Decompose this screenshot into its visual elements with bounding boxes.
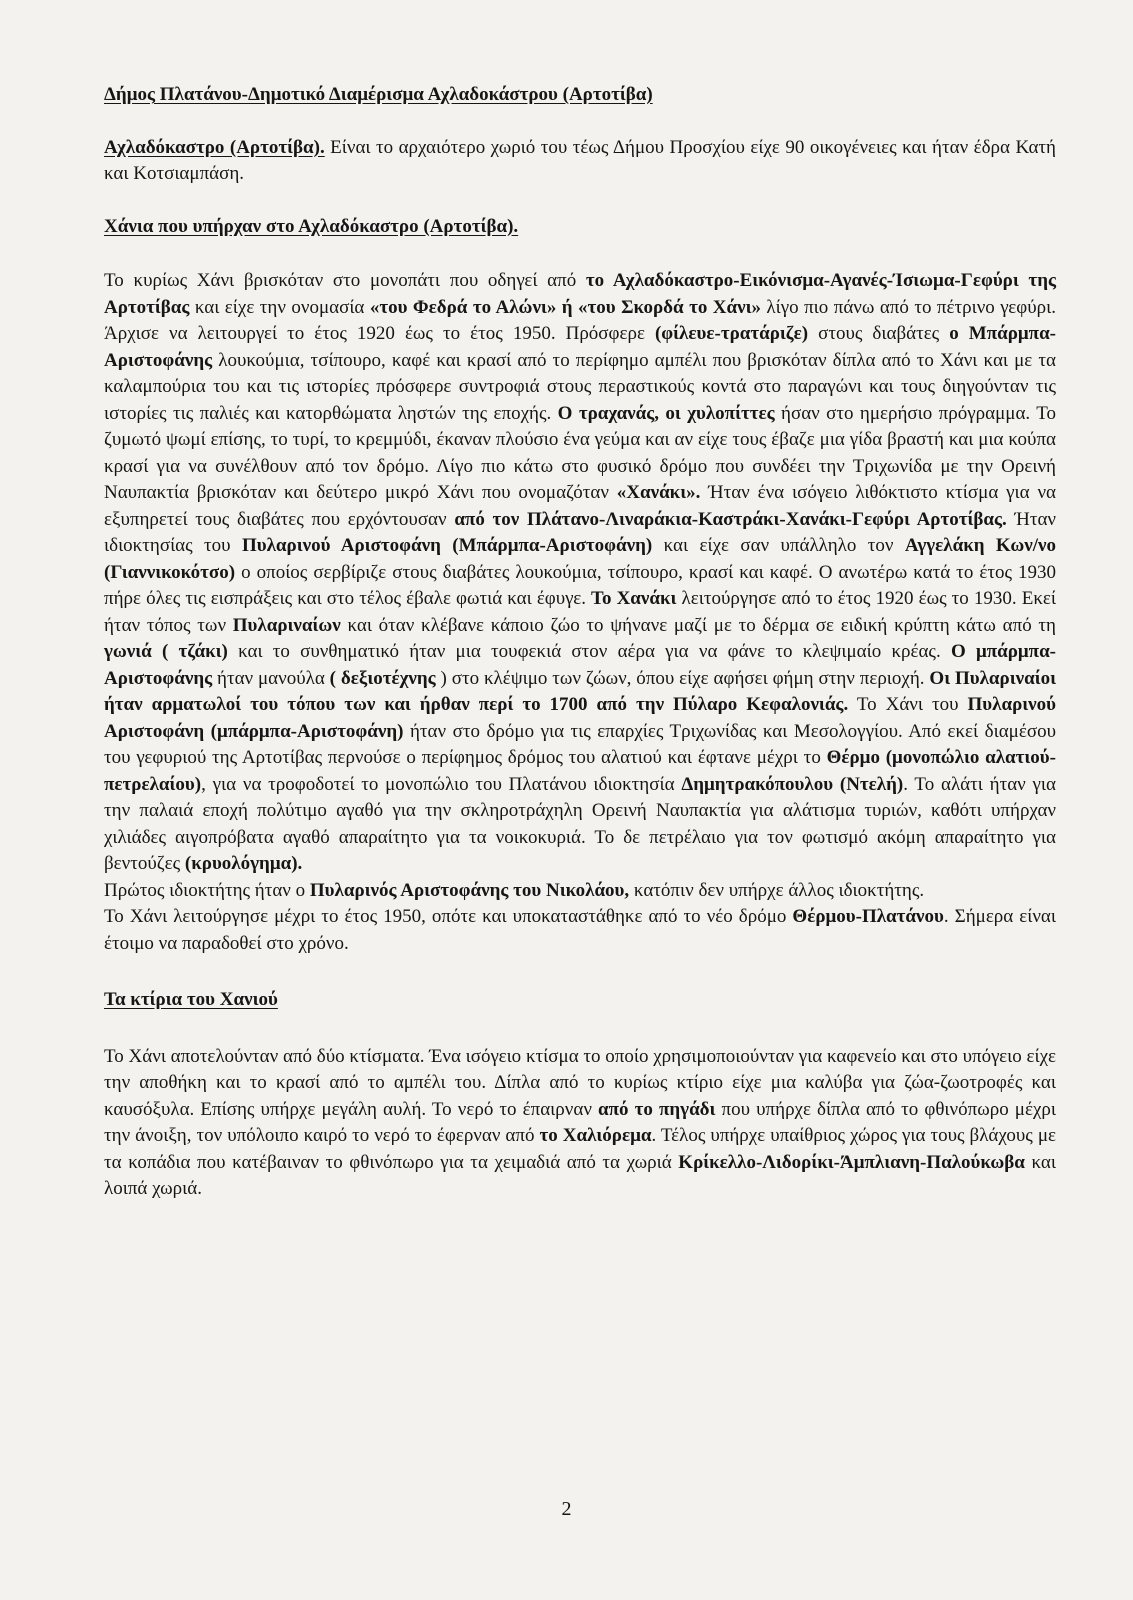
main-paragraph-bold-25: Ο μπάρμπα-Αριστοφάνης xyxy=(104,641,1057,689)
main-paragraph-bold-1: το Αχλαδόκαστρο-Εικόνισμα-Αγανές-Ίσιωμα-Γεφύρι της Αρτοτίβας xyxy=(104,270,1056,318)
main-paragraph-text-12: Ήταν ένα ισόγειο λιθόκτιστο κτίσμα για να εξυπηρετεί τους διαβάτες που ερχόντουσαν xyxy=(104,482,1056,530)
intro-paragraph xyxy=(104,135,1056,188)
main-paragraph-bold-7: ο Μπάρμπα-Αριστοφάνης xyxy=(104,323,1057,371)
buildings-paragraph-text-2: που υπήρχε δίπλα από το φθινόπωρο μέχρι την άνοιξη, τον υπόλοιπο καιρό το νερό το έφερναν από xyxy=(104,1098,1056,1146)
main-paragraph-text-16: και είχε σαν υπάλληλο τον xyxy=(652,535,905,556)
main-paragraph-text-8: λουκούμια, τσίπουρο, καφέ και κρασί από το περίφημο αμπέλι που βρισκόταν δίπλα από το Χάνι και με τα καλαμπούρια του και τις ιστορίες πρόσφερε συντροφιά στους περαστικούς κοντά στο παραγώνι και τους διηγούνταν τις ιστορίες τις παλιές και κατορθώματα ληστών της εποχής. xyxy=(104,349,1056,424)
owner-paragraph-text-2: κατόπιν δεν υπήρχε άλλος ιδιοκτήτης. xyxy=(629,879,925,901)
main-paragraph-bold-11: «Χανάκι». xyxy=(616,482,701,503)
buildings-paragraph xyxy=(104,1044,1056,1203)
main-paragraph-text-36: . Το αλάτι ήταν για την παλαιά εποχή πολύτιμο αγαθό για την σκληροτράχηλη Ορεινή Ναυπακτία για αλάτισμα τυριών, καθότι υπήρχαν χιλιάδες αιγοπρόβατα αγαθό απαραίτητο για τα νοικοκυριά. Το δε πετρέλαιο για τον φωτισμό ακόμη απαραίτητο για βεντούζες xyxy=(104,773,1056,874)
main-paragraph-bold-23: γωνιά ( τζάκι) xyxy=(104,641,228,662)
buildings-heading: Τα κτίρια του Χανιού xyxy=(104,989,278,1010)
buildings-paragraph-bold-3: το Χαλιόρεμα xyxy=(539,1125,652,1146)
owner-paragraph-bold-1: Πυλαρινός Αριστοφάνης του Νικολάου, xyxy=(309,879,630,901)
main-paragraph-bold-29: Οι Πυλαριναίοι ήταν αρματωλοί του τόπου των και ήρθαν περί το 1700 από την Πύλαρο Κεφαλονιάς. xyxy=(104,667,1056,715)
main-paragraph-bold-19: Το Χανάκι xyxy=(591,588,677,609)
buildings-paragraph-text-6: και λοιπά χωριά. xyxy=(104,1151,1056,1199)
main-paragraph-bold-35: Δημητρακόπουλου (Ντελή) xyxy=(681,773,904,795)
main-paragraph-bold-21: Πυλαριναίων xyxy=(232,614,341,636)
main-paragraph-text-18: ο οποίος σερβίριζε στους διαβάτες λουκούμια, τσίπουρο, κρασί και καφέ. Ο ανωτέρω κατά το έτος 1930 πήρε όλες τις εισπράξεις και στο τέλος έβαλε φωτιά και έφυγε. xyxy=(104,561,1056,609)
main-paragraph-bold-3: «του Φεδρά το Αλώνι» ή «του Σκορδά το Χάνι» xyxy=(369,296,761,318)
page-number: 2 xyxy=(561,1498,572,1520)
main-paragraph-bold-31: Πυλαρινού Αριστοφάνη (μπάρμπα-Αριστοφάνη) xyxy=(104,694,1056,742)
buildings-paragraph-text-4: . Τέλος υπήρχε υπαίθριος χώρος για τους βλάχους με τα κοπάδια που κατέβαιναν το φθινόπωρο για τα χειμαδιά από τα χωριά xyxy=(104,1125,1056,1173)
main-paragraph-text-20: λειτούργησε από το έτος 1920 έως το 1930. Εκεί ήταν τόπος των xyxy=(104,588,1056,636)
main-paragraph-text-22: και όταν κλέβανε κάποιο ζώο το ψήνανε μαζί με το δέρμα σε ειδική κρύπτη κάτω από τη xyxy=(340,614,1056,636)
main-paragraph-text-14: Ήταν ιδιοκτησίας του xyxy=(104,508,1056,556)
closing-paragraph-bold-1: Θέρμου-Πλατάνου xyxy=(792,906,944,927)
main-paragraph-text-4: λίγο πιο πάνω από το πέτρινο γεφύρι. Άρχισε να λειτουργεί το έτος 1920 έως το έτος 1950. Πρόσφερε xyxy=(104,296,1056,344)
main-paragraph-bold-17: Αγγελάκη Κων/νο (Γιαννικοκότσο) xyxy=(104,535,1056,583)
closing-paragraph xyxy=(104,904,1056,957)
main-paragraph-bold-27: ( δεξιοτέχνης xyxy=(329,667,436,689)
document-body xyxy=(104,80,1056,1203)
main-paragraph-bold-9: Ο τραχανάς, οι χυλοπίττες xyxy=(557,402,775,424)
main-paragraph-text-34: , για να τροφοδοτεί το μονοπώλιο του Πλατάνου ιδιοκτησία xyxy=(201,773,682,795)
main-paragraph-text-30: Το Χάνι του xyxy=(848,694,968,715)
main-paragraph-text-6: στους διαβάτες xyxy=(808,323,950,344)
intro-text: Είναι το αρχαιότερο χωριό του τέως Δήμου Προσχίου είχε 90 οικογένειες και ήταν έδρα Κατή και Κοτσιαμπάση. xyxy=(104,136,1056,184)
main-paragraph-bold-33: Θέρμο (μονοπώλιο αλατιού-πετρελαίου) xyxy=(104,747,1056,795)
main-paragraph-text-24: και το συνθηματικό ήταν μια τουφεκιά στον αέρα για να φάνε το κλεψιμαίο κρέας. xyxy=(227,641,951,662)
owner-paragraph xyxy=(104,878,1056,905)
main-paragraph-text-10: ήσαν στο ημερήσιο πρόγραμμα. Το ζυμωτό ψωμί επίσης, το τυρί, το κρεμμύδι, έκαναν πλούσιο ένα γεύμα και αν είχε τους έβαζε μια γίδα βραστή και μια κούπα κρασί για να συνέλθουν από τον δρόμο. Λίγο πιο κάτω στο φυσικό δρόμο που συνδέει την Τριχωνίδα με την Ορεινή Ναυπακτία βρισκόταν και δεύτερο μικρό Χάνι που ονομαζόταν xyxy=(104,402,1056,503)
main-paragraph-text-28: ) στο κλέψιμο των ζώων, όπου είχε αφήσει φήμη στην περιοχή. xyxy=(435,667,930,689)
main-paragraph-bold-37: (κρυολόγημα). xyxy=(184,853,303,874)
closing-paragraph-text-0: Το Χάνι λειτούργησε μέχρι το έτος 1950, οπότε και υποκαταστάθηκε από το νέο δρόμο xyxy=(104,906,793,927)
buildings-paragraph-bold-5: Κρίκελλο-Λιδορίκι-Άμπλιανη-Παλούκωβα xyxy=(678,1151,1025,1173)
main-heading: Δήμος Πλατάνου-Δημοτικό Διαμέρισμα Αχλαδοκάστρου (Αρτοτίβα) xyxy=(104,84,653,105)
intro-title: Αχλαδόκαστρο (Αρτοτίβα). xyxy=(104,136,325,158)
main-paragraph-text-26: ήταν μανούλα xyxy=(212,667,330,689)
main-paragraph-bold-5: (φίλευε-τρατάριζε) xyxy=(654,323,809,344)
owner-paragraph-text-0: Πρώτος ιδιοκτήτης ήταν ο xyxy=(104,879,310,901)
closing-paragraph-text-2: . Σήμερα είναι έτοιμο να παραδοθεί στο χρόνο. xyxy=(104,906,1056,954)
main-paragraph-bold-15: Πυλαρινού Αριστοφάνη (Μπάρμπα-Αριστοφάνη) xyxy=(241,535,653,556)
buildings-paragraph-bold-1: από το πηγάδι xyxy=(598,1098,716,1120)
main-paragraph-text-2: και είχε την ονομασία xyxy=(189,296,370,318)
khania-heading: Χάνια που υπήρχαν στο Αχλαδόκαστρο (Αρτοτίβα). xyxy=(104,215,519,237)
main-paragraph-text-32: ήταν στο δρόμο για τις επαρχίες Τριχωνίδας και Μεσολογγίου. Από εκεί διαμέσου του γεφυριού της Αρτοτίβας περνούσε ο περίφημος δρόμος του αλατιού και έφτανε μέχρι το xyxy=(104,720,1056,768)
main-paragraph-text-0: Το κυρίως Χάνι βρισκόταν στο μονοπάτι που οδηγεί από xyxy=(104,270,586,291)
main-paragraph-bold-13: από τον Πλάτανο-Λιναράκια-Καστράκι-Χανάκι-Γεφύρι Αρτοτίβας. xyxy=(454,508,1007,530)
main-paragraph xyxy=(104,268,1056,878)
buildings-paragraph-text-0: Το Χάνι αποτελούνταν από δύο κτίσματα. Ένα ισόγειο κτίσμα το οποίο χρησιμοποιούνταν για καφενείο και στο υπόγειο είχε την αποθήκη και το κρασί από το αμπέλι του. Δίπλα από το κυρίως κτίριο είχε μια καλύβα για ζώα-ζωοτροφές και καυσόξυλα. Επίσης υπήρχε μεγάλη αυλή. Το νερό το έπαιρναν xyxy=(104,1045,1056,1120)
